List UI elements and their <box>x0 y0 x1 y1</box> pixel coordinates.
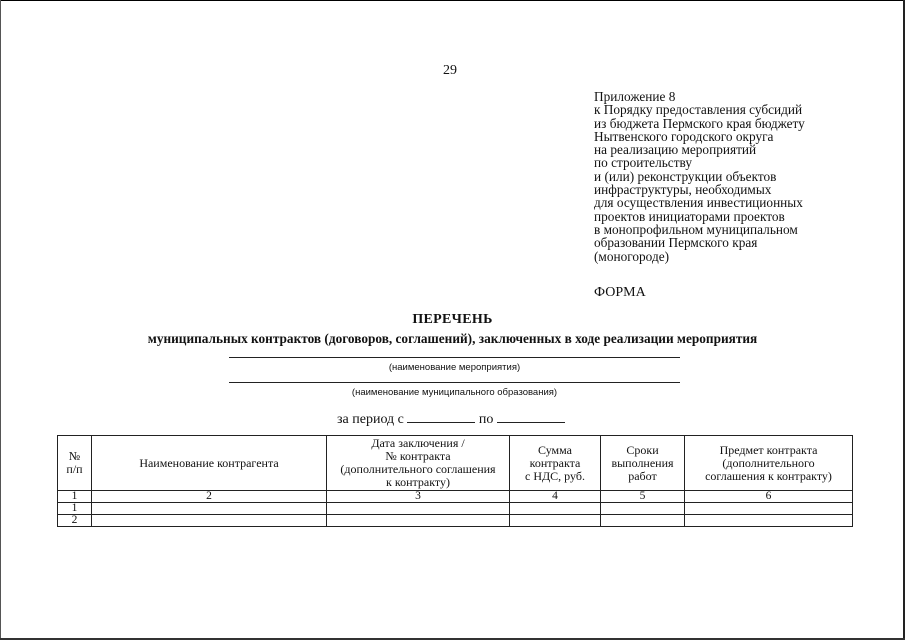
col-header-counterparty-text: Наименование контрагента <box>139 455 279 470</box>
col-header-terms <box>601 436 685 491</box>
table-cell[interactable] <box>510 503 601 515</box>
event-name-caption: (наименование мероприятия) <box>388 362 521 373</box>
table-cell[interactable] <box>92 503 327 515</box>
table-cell: 4 <box>510 491 601 503</box>
table-cell: 2 <box>58 515 92 527</box>
col-header-terms-text: Сроки выполнения работ <box>611 442 674 483</box>
appendix-line: в монопрофильном муниципальном <box>594 221 798 237</box>
table-cell: 2 <box>92 491 327 503</box>
period-from-label: за период с <box>337 412 404 427</box>
appendix-line: для осуществления инвестиционных <box>594 195 803 211</box>
appendix-line: и (или) реконструкции объектов <box>594 168 777 184</box>
appendix-line: Нытвенского городского округа <box>594 128 774 144</box>
table-cell[interactable] <box>685 515 853 527</box>
appendix-block <box>594 90 805 263</box>
document-subtitle: муниципальных контрактов (договоров, соглашений), заключенных в ходе реализации мероприятия <box>147 331 758 346</box>
municipality-name-caption: (наименование муниципального образования) <box>351 387 558 398</box>
table-cell: 6 <box>685 491 853 503</box>
table-header-row <box>58 436 853 491</box>
appendix-line: инфраструктуры, необходимых <box>594 182 772 198</box>
table-row <box>58 515 853 527</box>
period-from-blank[interactable] <box>407 410 475 423</box>
table-row-column-numbers <box>58 491 853 503</box>
table-cell: 1 <box>58 503 92 515</box>
table-cell[interactable] <box>685 503 853 515</box>
appendix-line: проектов инициаторами проектов <box>594 208 785 224</box>
table-cell[interactable] <box>510 515 601 527</box>
appendix-line: Приложение 8 <box>594 89 676 104</box>
appendix-line: из бюджета Пермского края бюджету <box>594 115 805 131</box>
col-header-number <box>58 436 92 491</box>
period-line <box>337 410 565 428</box>
table-cell: 3 <box>327 491 510 503</box>
period-to-blank[interactable] <box>497 410 565 423</box>
appendix-line: (моногороде) <box>594 248 670 264</box>
form-label: ФОРМА <box>594 285 646 300</box>
table-cell[interactable] <box>327 503 510 515</box>
table-cell[interactable] <box>601 515 685 527</box>
col-header-number-text: № п/п <box>66 449 83 476</box>
table-cell[interactable] <box>92 515 327 527</box>
appendix-line: образовании Пермского края <box>594 235 758 251</box>
appendix-line: по строительству <box>594 155 692 171</box>
col-header-subject <box>685 436 853 491</box>
document-title: ПЕРЕЧЕНЬ <box>412 312 493 327</box>
page-number: 29 <box>443 63 457 78</box>
table-row <box>58 503 853 515</box>
table-cell: 1 <box>58 491 92 503</box>
col-header-contract-date-text: Дата заключения / № контракта (дополнительного соглашения к контракту) <box>340 436 496 489</box>
table-cell[interactable] <box>327 515 510 527</box>
period-to-label: по <box>478 412 494 427</box>
contracts-table <box>57 435 853 527</box>
appendix-line: к Порядку предоставления субсидий <box>594 102 803 118</box>
col-header-contract-date <box>327 436 510 491</box>
table-cell[interactable] <box>601 503 685 515</box>
event-name-line[interactable] <box>229 357 680 358</box>
municipality-name-line[interactable] <box>229 382 680 383</box>
col-header-counterparty <box>92 436 327 491</box>
col-header-amount <box>510 436 601 491</box>
scan-edge-top <box>0 0 905 1</box>
col-header-subject-text: Предмет контракта (дополнительного соглашения к контракту) <box>705 442 832 483</box>
appendix-line: на реализацию мероприятий <box>594 142 757 158</box>
table-cell: 5 <box>601 491 685 503</box>
col-header-amount-text: Сумма контракта с НДС, руб. <box>525 442 585 483</box>
